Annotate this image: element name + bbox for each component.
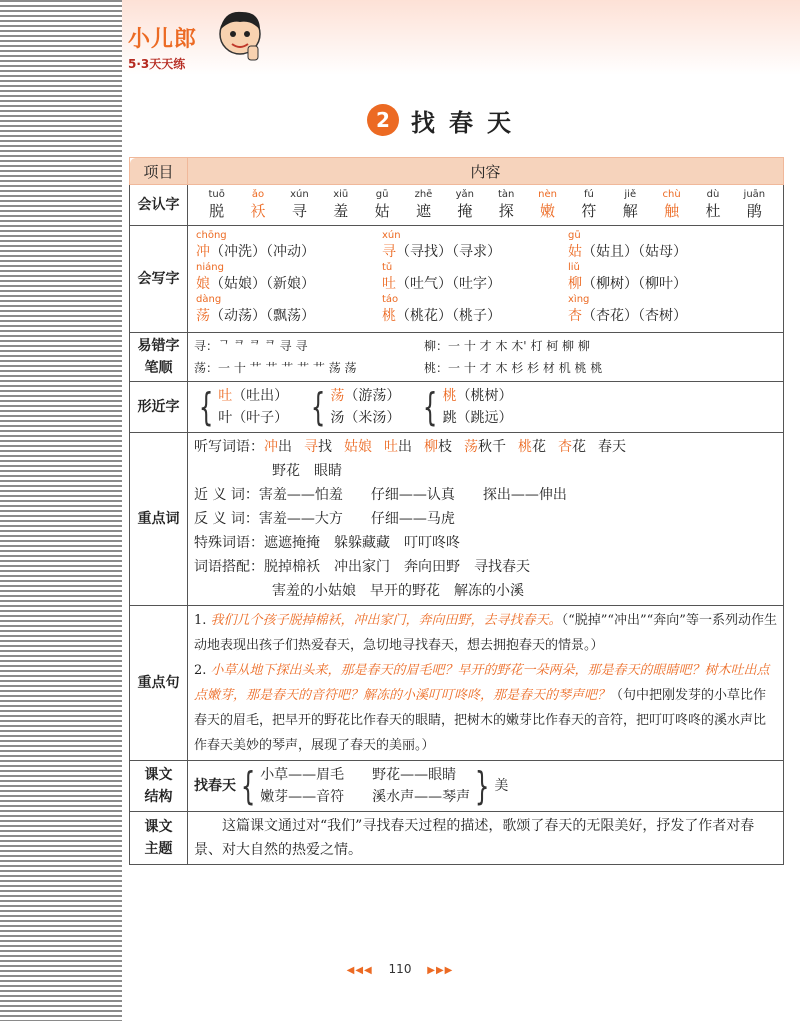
- recognize-char: dù 杜: [705, 189, 721, 220]
- synonyms-line: 近 义 词：害羞——怕羞 仔细——认真 探出——伸出: [194, 487, 567, 503]
- recognize-char: gū 姑: [374, 189, 390, 220]
- recognize-char: yǎn 掩: [455, 189, 475, 220]
- row-jiegou: [130, 761, 784, 812]
- dictation-word: 寻找: [304, 439, 332, 455]
- recognize-char: fú 符: [581, 189, 597, 220]
- table-header-row: [130, 158, 784, 185]
- col-content-header: 内容: [188, 158, 784, 185]
- key-sentence-1: 1. 我们几个孩子脱掉棉袄，冲出家门，奔向田野，去寻找春天。（“脱掉”“冲出”“奔向”等一系列动作生动地表现出孩子们热爱春天，急切地寻找春天，想去拥抱春天的情景。）: [194, 613, 777, 653]
- row-label: 会写字: [130, 226, 188, 333]
- dictation-word: 桃花: [518, 439, 546, 455]
- structure-diagram: 找春天 { 小草——眉毛 野花——眼睛 嫩芽——音符 溪水声——琴声 } 美: [194, 764, 509, 808]
- next-arrows-icon: ▶▶▶: [427, 965, 454, 976]
- page-number: 110: [388, 962, 412, 976]
- brand-logo: 小儿郎 5·3天天练: [128, 27, 198, 71]
- dictation-words: 听写词语：冲出 寻找 姑娘 吐出 柳枝 荡秋千 桃花 杏花 春天: [194, 439, 626, 455]
- row-huirenzi: [130, 185, 784, 226]
- mascot-boy-icon: [210, 6, 270, 66]
- dictation-word: 杏花: [558, 439, 586, 455]
- row-zhongdianju: [130, 606, 784, 761]
- dictation-word: 冲出: [264, 439, 292, 455]
- recognize-char: chù 触: [662, 189, 681, 220]
- recognize-char: jiě 解: [622, 189, 638, 220]
- row-zhongdianci: 重点词 听写词语：冲出 寻找 姑娘 吐出 柳枝 荡秋千 桃花 杏花 春天 野花 眼睛 近 义 词：害羞——怕羞 仔细——认真 探出——伸出 反 义 词：害羞——大方 仔细——马虎 特殊词语：遮遮掩掩 躲躲藏藏 叮叮咚咚 词语搭配：脱掉棉袄 冲出家门 奔向田野 寻找春天 害羞的小姑娘 早开的野花 解冻的小溪: [130, 433, 784, 606]
- row-xingjin: [130, 382, 784, 433]
- recognize-char: nèn 嫩: [538, 189, 557, 220]
- similar-char-pair: { 荡（游荡） 汤（米汤）: [311, 385, 401, 429]
- write-char: chōng 冲（冲洗）（冲动）: [196, 230, 315, 260]
- antonyms-line: 反 义 词：害羞——大方 仔细——马虎: [194, 511, 455, 527]
- write-char: gū 姑（姑且）（姑母）: [568, 230, 687, 260]
- lesson-number-badge: 2: [367, 104, 399, 136]
- row-label: 重点词: [130, 433, 188, 606]
- row-label: 重点句: [130, 606, 188, 761]
- lesson-title: [367, 103, 525, 137]
- dictation-word: 吐出: [384, 439, 412, 455]
- recognize-chars-list: [192, 187, 779, 223]
- row-label: 形近字: [130, 382, 188, 433]
- page-footer: [0, 962, 800, 976]
- similar-chars-list: [194, 385, 777, 429]
- row-label: 会认字: [130, 185, 188, 226]
- key-sentence-2: 2. 小草从地下探出头来，那是春天的眉毛吧？早开的野花一朵两朵，那是春天的眼睛吧？树木吐出点点嫩芽，那是春天的音符吧？解冻的小溪叮叮咚咚，那是春天的琴声吧？（句中把刚发芽的小草比作春天的眉毛，把早开的野花比作春天的眼睛，把树木的嫩芽比作春天的音符，把叮叮咚咚的溪水声比作春天美妙的琴声，展现了春天的美丽。）: [194, 663, 770, 753]
- special-words-line: 特殊词语：遮遮掩掩 躲躲藏藏 叮叮咚咚: [194, 535, 460, 551]
- write-char: táo 桃（桃花）（桃子）: [382, 294, 501, 324]
- row-label: 课文 结构: [130, 761, 188, 812]
- row-label: 易错字 笔顺: [130, 333, 188, 382]
- write-char: niáng 娘（姑娘）（新娘）: [196, 262, 315, 292]
- row-huixiezi: [130, 226, 784, 333]
- dictation-word: 春天: [598, 439, 626, 455]
- write-char: xún 寻（寻找）（寻求）: [382, 230, 501, 260]
- write-chars-list: [196, 230, 775, 326]
- recognize-char: zhē 遮: [414, 189, 433, 220]
- dictation-word: 柳枝: [424, 439, 452, 455]
- recognize-char: tàn 探: [498, 189, 515, 220]
- row-zhuti: [130, 812, 784, 865]
- recognize-char: juān 鹃: [743, 189, 766, 220]
- stroke-order-line: 寻：ᄀ ᄏ ᄏ ᄏ 寻 寻 柳：一 十 才 木 木' 朾 柯 柳 柳: [194, 339, 590, 353]
- write-char: liǔ 柳（柳树）（柳叶）: [568, 262, 687, 292]
- left-stripe-decoration: [0, 0, 122, 1021]
- write-char: tǔ 吐（吐气）（吐字）: [382, 262, 501, 292]
- study-table: [129, 157, 784, 865]
- dictation-word: 姑娘: [344, 439, 372, 455]
- collocations-line: 词语搭配：脱掉棉袄 冲出家门 奔向田野 寻找春天: [194, 559, 530, 575]
- recognize-char: xún 寻: [290, 189, 309, 220]
- write-char: xìng 杏（杏花）（杏树）: [568, 294, 687, 324]
- write-char: dàng 荡（动荡）（飘荡）: [196, 294, 315, 324]
- col-item-header: 项目: [130, 158, 188, 185]
- row-label: 课文 主题: [130, 812, 188, 865]
- similar-char-pair: { 桃（桃树） 跳（跳远）: [423, 385, 513, 429]
- similar-char-pair: { 吐（吐出） 叶（叶子）: [198, 385, 289, 429]
- lesson-title-text: 找春天: [411, 108, 525, 137]
- stroke-order-line: 荡：一 十 艹 艹 艹 艹 艹 荡 荡 桃：一 十 才 木 杉 杉 材 机 桃 桃: [194, 361, 603, 375]
- theme-text: 这篇课文通过对“我们”寻找春天过程的描述，歌颂了春天的无限美好，抒发了作者对春景、对大自然的热爱之情。: [188, 812, 784, 865]
- recognize-char: ǎo 袄: [250, 189, 266, 220]
- row-bishun: [130, 333, 784, 382]
- recognize-char: xiū 羞: [333, 189, 349, 220]
- prev-arrows-icon: ◀◀◀: [346, 965, 373, 976]
- dictation-word: 荡秋千: [464, 439, 506, 455]
- recognize-char: tuō 脱: [208, 189, 225, 220]
